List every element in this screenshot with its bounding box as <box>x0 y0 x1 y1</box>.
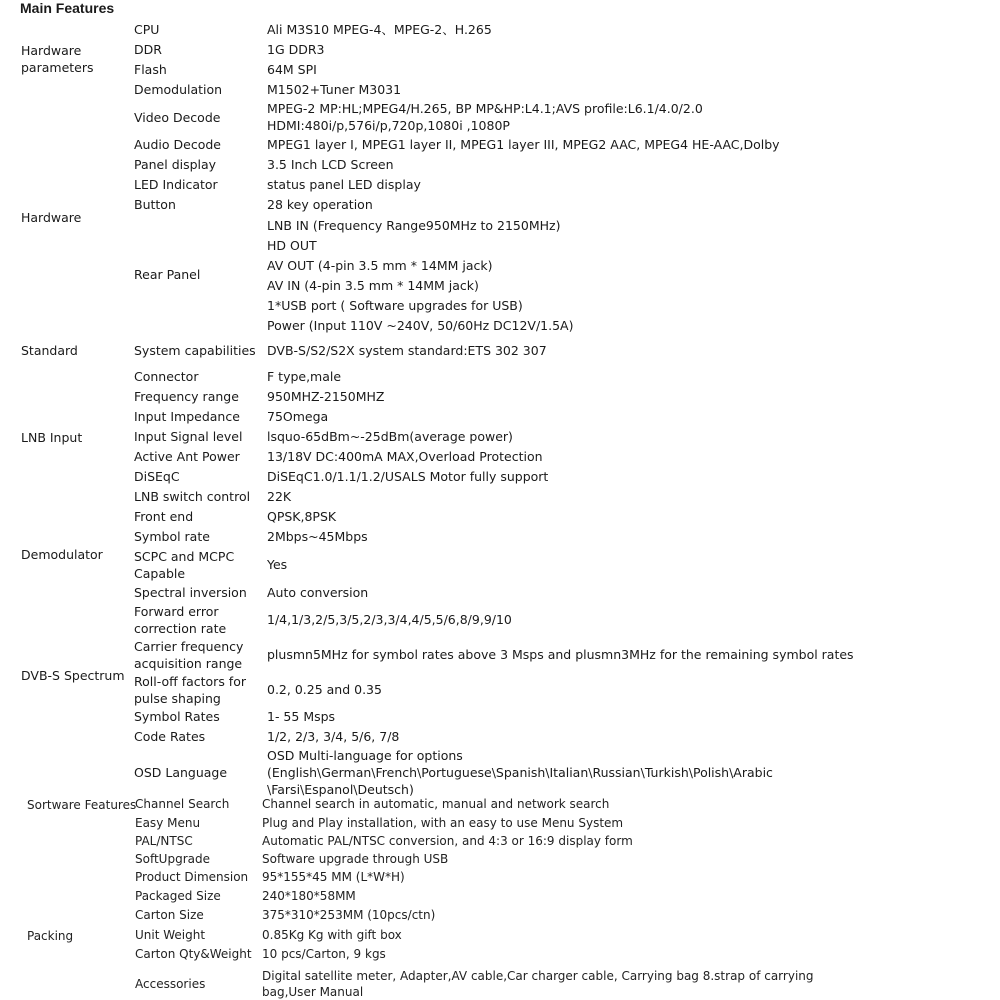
spec-label: Input Signal level <box>134 429 243 444</box>
spec-value: LNB IN (Frequency Range950MHz to 2150MHz) HD OUT AV OUT (4-pin 3.5 mm * 14MM jack) AV IN (4-pin 3.5 mm * 14MM jack) 1*USB port ( Software upgrades for USB) Power (Input 110V ~240V, 50/60Hz DC12V/1.5A) <box>267 218 574 333</box>
spec-label: PAL/NTSC <box>135 834 193 848</box>
spec-label: Carton Qty&Weight <box>135 947 252 961</box>
spec-label: Carton Size <box>135 908 204 922</box>
spec-value: 1/4,1/3,2/5,3/5,2/3,3/4,4/5,5/6,8/9,9/10 <box>267 612 512 627</box>
spec-value: 28 key operation <box>267 197 373 212</box>
section-demodulator: Demodulator <box>21 547 103 562</box>
spec-label: Active Ant Power <box>134 449 240 464</box>
spec-label: Symbol Rates <box>134 709 220 724</box>
spec-value: 1/2, 2/3, 3/4, 5/6, 7/8 <box>267 729 400 744</box>
spec-label: Code Rates <box>134 729 206 744</box>
spec-value: Ali M3S10 MPEG-4、MPEG-2、H.265 <box>267 22 492 37</box>
spec-label: Accessories <box>135 977 206 991</box>
spec-value: Automatic PAL/NTSC conversion, and 4:3 or 16:9 display form <box>262 834 633 848</box>
spec-label: Demodulation <box>134 82 223 97</box>
spec-label: CPU <box>134 22 160 37</box>
spec-value: 22K <box>267 489 292 504</box>
spec-value: 3.5 Inch LCD Screen <box>267 157 394 172</box>
spec-value: 0.2, 0.25 and 0.35 <box>267 682 382 697</box>
spec-value: plusmn5MHz for symbol rates above 3 Msps and plusmn3MHz for the remaining symbol rates <box>267 647 854 662</box>
spec-label: Flash <box>134 62 167 77</box>
spec-value: OSD Multi-language for options (English\German\French\Portuguese\Spanish\Italian\Russian\Turkish\Polish\Arabic \Farsi\Espanol\Deutsch) <box>267 748 773 797</box>
spec-label: DDR <box>134 42 162 57</box>
spec-value: DVB-S/S2/S2X system standard:ETS 302 307 <box>267 343 547 358</box>
spec-label: Channel Search <box>135 797 230 811</box>
spec-value: DiSEqC1.0/1.1/1.2/USALS Motor fully support <box>267 469 549 484</box>
spec-value: 1- 55 Msps <box>267 709 336 724</box>
spec-label: Audio Decode <box>134 137 221 152</box>
spec-value: Digital satellite meter, Adapter,AV cable,Car charger cable, Carrying bag 8.strap of carrying bag,User Manual <box>262 969 814 999</box>
spec-label: Carrier frequency acquisition range <box>134 639 244 671</box>
page-title: Main Features <box>20 0 115 16</box>
spec-value: QPSK,8PSK <box>267 509 337 524</box>
section-hardware: Hardware <box>21 210 82 225</box>
section-hardware-parameters: Hardware parameters <box>21 43 94 75</box>
section-software-features: Sortware Features <box>27 798 137 812</box>
spec-value: Auto conversion <box>267 585 369 600</box>
spec-label: OSD Language <box>134 765 228 780</box>
spec-label: Forward error correction rate <box>134 604 227 636</box>
spec-label: Front end <box>134 509 194 524</box>
spec-value: 75Omega <box>267 409 329 424</box>
spec-value: 375*310*253MM (10pcs/ctn) <box>262 908 436 922</box>
section-dvbs-spectrum: DVB-S Spectrum <box>21 668 125 683</box>
spec-value: MPEG-2 MP:HL;MPEG4/H.265, BP MP&HP:L4.1;AVS profile:L6.1/4.0/2.0 HDMI:480i/p,576i/p,720p,1080i ,1080P <box>267 101 703 133</box>
spec-value: lsquo-65dBm~-25dBm(average power) <box>267 429 513 444</box>
spec-value: MPEG1 layer I, MPEG1 layer II, MPEG1 layer III, MPEG2 AAC, MPEG4 HE-AAC,Dolby <box>267 137 780 152</box>
spec-value: 13/18V DC:400mA MAX,Overload Protection <box>267 449 543 464</box>
spec-label: Input Impedance <box>134 409 240 424</box>
spec-value: 0.85Kg Kg with gift box <box>262 928 402 942</box>
spec-label: Easy Menu <box>135 816 201 830</box>
spec-value: 950MHZ-2150MHZ <box>267 389 385 404</box>
spec-label: SoftUpgrade <box>135 852 210 866</box>
spec-value: 95*155*45 MM (L*W*H) <box>262 870 405 884</box>
spec-value: 64M SPI <box>267 62 317 77</box>
spec-value: 1G DDR3 <box>267 42 325 57</box>
spec-label: Panel display <box>134 157 217 172</box>
spec-label: LNB switch control <box>134 489 251 504</box>
spec-label: Unit Weight <box>135 928 206 942</box>
section-lnb-input: LNB Input <box>21 430 83 445</box>
section-standard: Standard <box>21 343 78 358</box>
spec-label: Frequency range <box>134 389 239 404</box>
spec-value: 10 pcs/Carton, 9 kgs <box>262 947 386 961</box>
spec-label: LED Indicator <box>134 177 218 192</box>
spec-label: Rear Panel <box>134 267 201 282</box>
spec-label: Symbol rate <box>134 529 210 544</box>
spec-value: 2Mbps~45Mbps <box>267 529 368 544</box>
spec-value: Plug and Play installation, with an easy to use Menu System <box>262 816 624 830</box>
spec-label: System capabilities <box>134 343 256 358</box>
spec-label: DiSEqC <box>134 469 180 484</box>
spec-value: 240*180*58MM <box>262 889 356 903</box>
spec-value: Software upgrade through USB <box>262 852 449 866</box>
spec-value: Channel search in automatic, manual and network search <box>262 797 610 811</box>
spec-value: M1502+Tuner M3031 <box>267 82 402 97</box>
spec-label: Button <box>134 197 176 212</box>
spec-value: status panel LED display <box>267 177 421 192</box>
spec-label: SCPC and MCPC Capable <box>134 549 235 581</box>
spec-value: F type,male <box>267 369 342 384</box>
spec-label: Roll-off factors for pulse shaping <box>134 674 246 706</box>
section-packing: Packing <box>27 929 74 943</box>
spec-value: Yes <box>267 557 288 572</box>
spec-label: Spectral inversion <box>134 585 247 600</box>
spec-label: Connector <box>134 369 199 384</box>
spec-label: Packaged Size <box>135 889 221 903</box>
spec-label: Video Decode <box>134 110 221 125</box>
spec-label: Product Dimension <box>135 870 249 884</box>
